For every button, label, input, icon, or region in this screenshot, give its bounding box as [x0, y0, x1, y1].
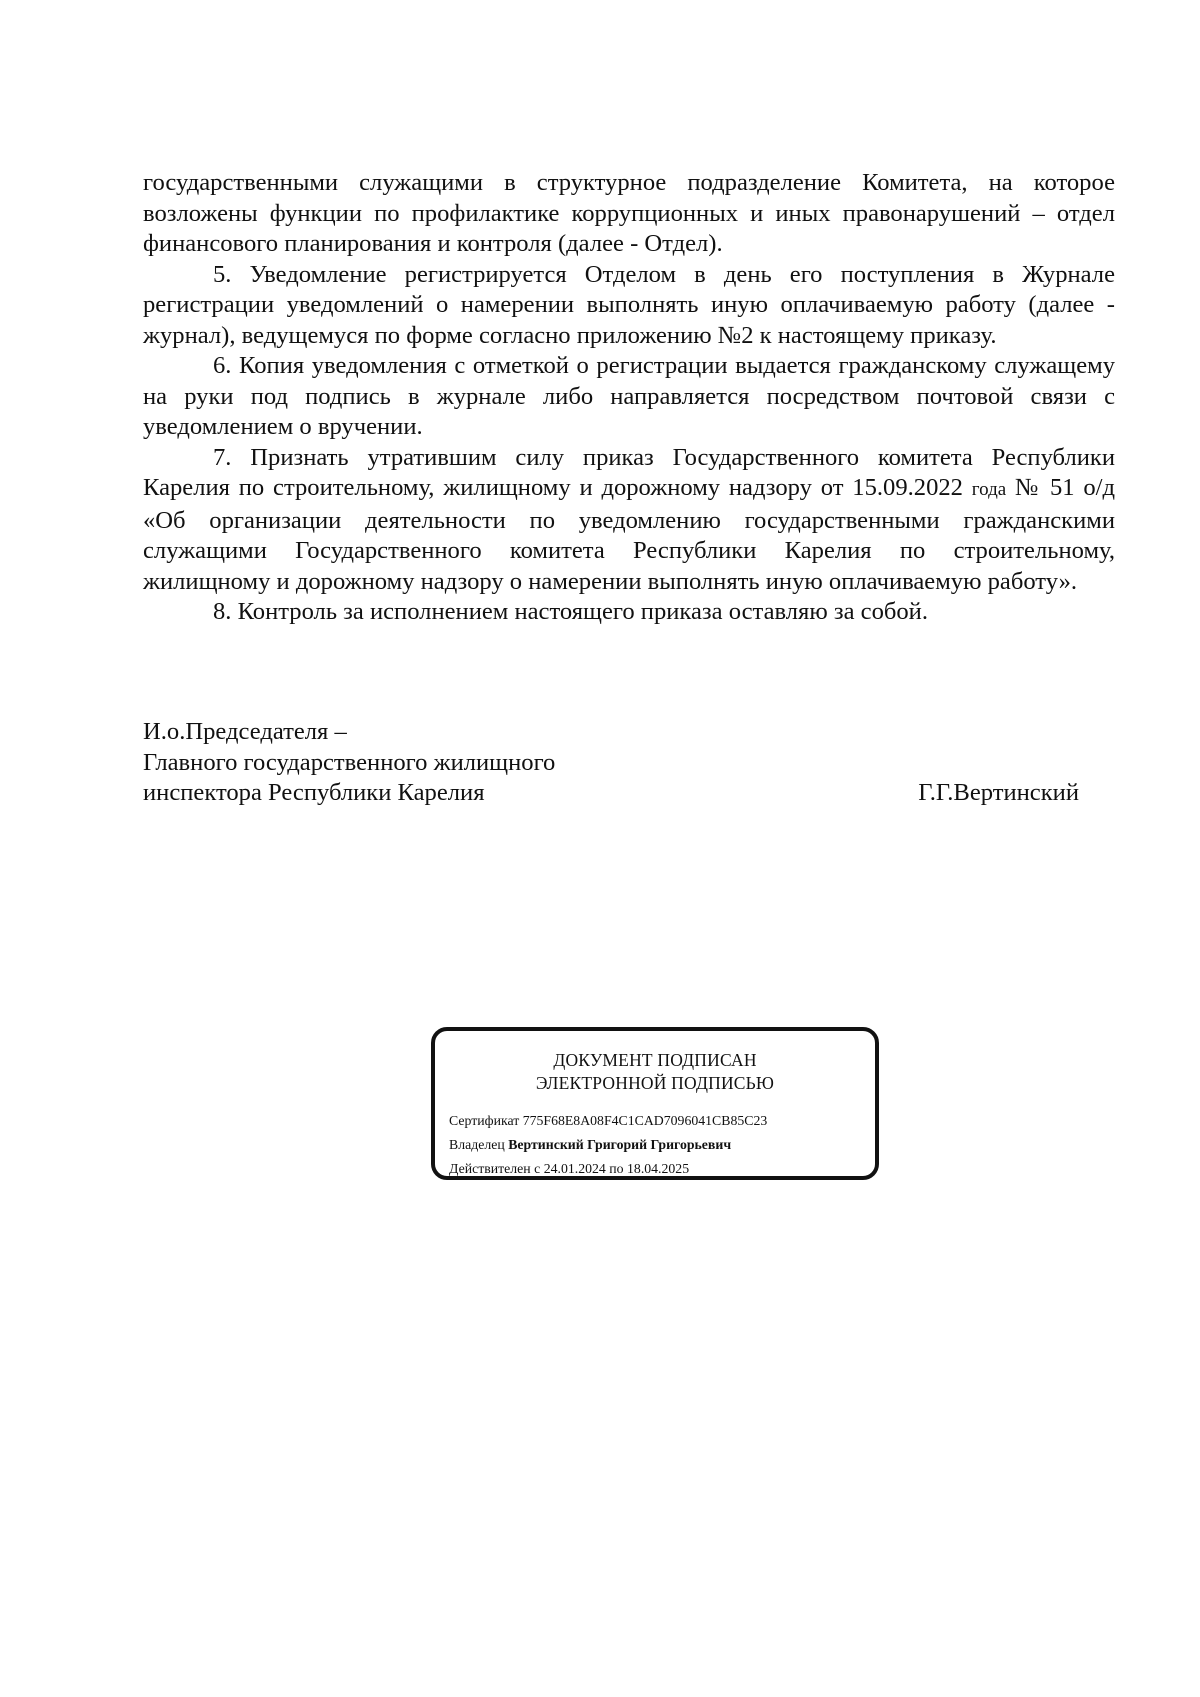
stamp-valid-label: Действителен с [449, 1161, 541, 1176]
stamp-valid-to: 18.04.2025 [627, 1161, 690, 1176]
stamp-validity-row [449, 1157, 865, 1181]
signatory-name: Г.Г.Вертинский [918, 779, 1079, 806]
signatory-title-line-1: И.о.Председателя – [143, 718, 347, 745]
paragraph-7 [143, 443, 1115, 598]
paragraph-8: 8. Контроль за исполнением настоящего приказа оставляю за собой. [213, 598, 928, 625]
paragraph-7-year-word: года [971, 479, 1007, 500]
order-body-text [143, 168, 1115, 628]
paragraph-7-part-a: 7. Признать утратившим силу приказ Государственного комитета Республики Карелия по строительному, жилищному и дорожному надзору от 15.09.2022 [143, 443, 1115, 501]
stamp-valid-from: 24.01.2024 [543, 1161, 606, 1176]
stamp-heading [435, 1049, 875, 1095]
paragraph-5: 5. Уведомление регистрируется Отделом в день его поступления в Журнале регистрации уведомлений о намерении выполнять иную оплачиваемую работу (далее - журнал), ведущемуся по форме согласно приложению №2 к настоящему приказу. [143, 260, 1115, 349]
stamp-owner-value: Вертинский Григорий Григорьевич [508, 1137, 732, 1152]
stamp-certificate-label: Сертификат [449, 1113, 520, 1128]
signatory-title-line-3: инспектора Республики Карелия [143, 779, 485, 806]
stamp-certificate-row [449, 1109, 865, 1133]
stamp-owner-row [449, 1133, 865, 1157]
electronic-signature-stamp [431, 1027, 879, 1180]
paragraph-7-part-b: № 51 о/д «Об организации деятельности по уведомлению государственными гражданскими служащими Государственного комитета Республики Карелия по строительному, жилищному и дорожному надзору о намерении выполнять иную оплачиваемую работу». [143, 474, 1116, 595]
signatory-title-line-2: Главного государственного жилищного [143, 748, 556, 776]
stamp-title-line-2: ЭЛЕКТРОННОЙ ПОДПИСЬЮ [535, 1073, 775, 1093]
paragraph-6: 6. Копия уведомления с отметкой о регистрации выдается гражданскому служащему на руки под подпись в журнале либо направляется посредством почтовой связи с уведомлением о вручении. [143, 352, 1115, 440]
signature-block [143, 717, 1115, 809]
stamp-details [449, 1109, 865, 1181]
signatory-line-3 [143, 778, 1115, 809]
stamp-owner-label: Владелец [449, 1137, 505, 1152]
stamp-title-line-1: ДОКУМЕНТ ПОДПИСАН [553, 1050, 757, 1070]
stamp-valid-to-label: по [609, 1161, 624, 1176]
paragraph-continuation: государственными служащими в структурное подразделение Комитета, на которое возложены функции по профилактике коррупционных и иных правонарушений – отдел финансового планирования и контроля (далее - Отдел). [143, 169, 1115, 257]
stamp-certificate-value: 775F68E8A08F4C1CAD7096041CB85C23 [522, 1113, 768, 1128]
